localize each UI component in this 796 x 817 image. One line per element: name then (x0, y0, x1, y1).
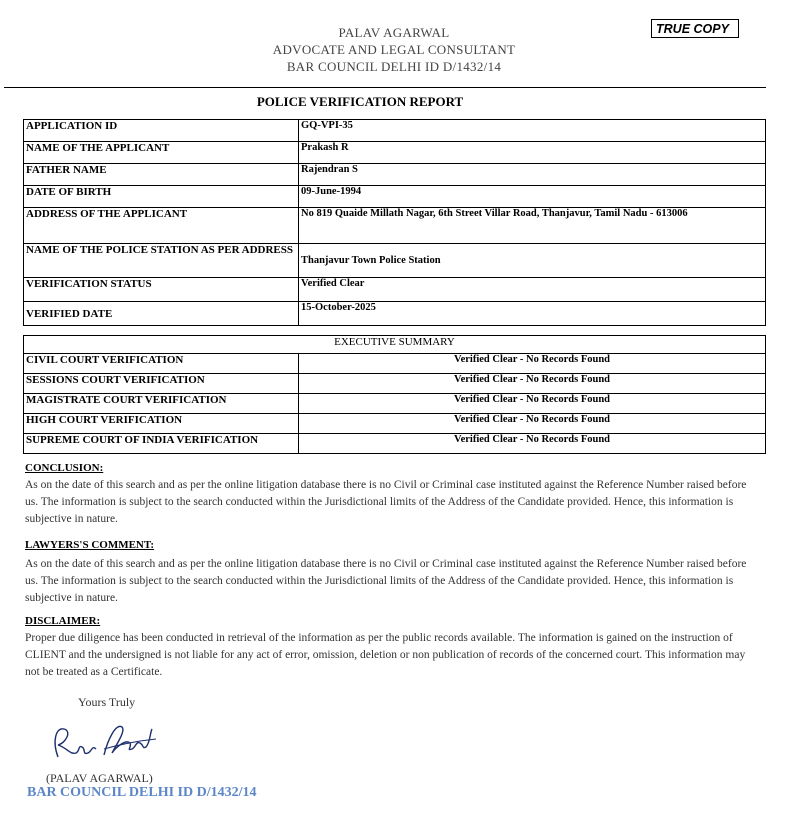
conclusion-text: As on the date of this search and as per the online litigation database there is no Civil or Criminal case instituted against the Reference Number raised before us. The information is subject to the search conducted within the Jurisdictional limits of the Address of the Candidate provided. Hence, this information is subjective in nature. (25, 479, 747, 525)
true-copy-stamp: TRUE COPY (651, 19, 739, 38)
table-row (24, 142, 766, 164)
detail-label: ADDRESS OF THE APPLICANT (24, 208, 299, 244)
summary-value: Verified Clear - No Records Found (299, 374, 766, 394)
table-row (24, 278, 766, 302)
summary-label: CIVIL COURT VERIFICATION (24, 354, 299, 374)
summary-label: SESSIONS COURT VERIFICATION (24, 374, 299, 394)
table-row (24, 354, 766, 374)
detail-value: Thanjavur Town Police Station (299, 244, 766, 278)
detail-label: APPLICATION ID (24, 120, 299, 142)
table-row (24, 374, 766, 394)
detail-value: No 819 Quaide Millath Nagar, 6th Street Villar Road, Thanjavur, Tamil Nadu - 613006 (299, 208, 766, 244)
conclusion-heading: CONCLUSION: (25, 462, 104, 474)
report-title-text: POLICE VERIFICATION REPORT (256, 94, 464, 109)
letterhead-bar-id: BAR COUNCIL DELHI ID D/1432/14 (286, 59, 502, 74)
detail-value: GQ-VPI-35 (299, 120, 766, 142)
disclaimer-heading: DISCLAIMER: (25, 615, 101, 627)
disclaimer-section (25, 613, 760, 681)
detail-label: NAME OF THE APPLICANT (24, 142, 299, 164)
table-row (24, 120, 766, 142)
executive-summary-table (23, 335, 766, 454)
conclusion-section (25, 460, 760, 528)
summary-label: SUPREME COURT OF INDIA VERIFICATION (24, 434, 299, 454)
detail-value: Verified Clear (299, 278, 766, 302)
summary-value: Verified Clear - No Records Found (299, 394, 766, 414)
table-row (24, 244, 766, 278)
disclaimer-text: Proper due diligence has been conducted in retrieval of the information as per the public records available. The information is gained on the instruction of CLIENT and the undersigned is not liable for any act of error, omission, deletion or non publication of records of the concerned court. This information may not be treated as a Certificate. (25, 632, 746, 678)
summary-label: HIGH COURT VERIFICATION (24, 414, 299, 434)
table-row (24, 208, 766, 244)
table-row (24, 336, 766, 354)
executive-summary-heading: EXECUTIVE SUMMARY (24, 336, 766, 354)
applicant-details-table (23, 119, 766, 326)
table-row (24, 394, 766, 414)
letterhead-name: PALAV AGARWAL (338, 25, 450, 40)
detail-label: VERIFIED DATE (24, 302, 299, 326)
table-row (24, 434, 766, 454)
detail-label: VERIFICATION STATUS (24, 278, 299, 302)
signatory-bar-id: BAR COUNCIL DELHI ID D/1432/14 (27, 785, 257, 800)
lawyers-comment-section (25, 537, 760, 607)
summary-value: Verified Clear - No Records Found (299, 434, 766, 454)
lawyers-comment-text: As on the date of this search and as per the online litigation database there is no Civil or Criminal case instituted against the Reference Number raised before us. The information is subject to the search conducted within the Jurisdictional limits of the Address of the Candidate provided. Hence, this information is subjective in nature. (25, 558, 747, 604)
table-row (24, 186, 766, 208)
lawyers-comment-heading: LAWYERS'S COMMENT: (25, 539, 155, 551)
detail-value: 15-October-2025 (299, 302, 766, 326)
signature-drawing (46, 719, 166, 767)
summary-value: Verified Clear - No Records Found (299, 414, 766, 434)
report-title (0, 94, 720, 110)
table-row (24, 164, 766, 186)
detail-value: Prakash R (299, 142, 766, 164)
summary-label: MAGISTRATE COURT VERIFICATION (24, 394, 299, 414)
letterhead-designation: ADVOCATE AND LEGAL CONSULTANT (272, 42, 516, 57)
header-divider (4, 87, 766, 88)
signature (46, 719, 166, 772)
detail-label: DATE OF BIRTH (24, 186, 299, 208)
summary-value: Verified Clear - No Records Found (299, 354, 766, 374)
table-row (24, 414, 766, 434)
detail-value: Rajendran S (299, 164, 766, 186)
table-row (24, 302, 766, 326)
detail-value: 09-June-1994 (299, 186, 766, 208)
signatory-name: (PALAV AGARWAL) (46, 771, 153, 785)
closing-salutation: Yours Truly (78, 695, 136, 709)
detail-label: FATHER NAME (24, 164, 299, 186)
detail-label: NAME OF THE POLICE STATION AS PER ADDRESS (24, 244, 299, 278)
